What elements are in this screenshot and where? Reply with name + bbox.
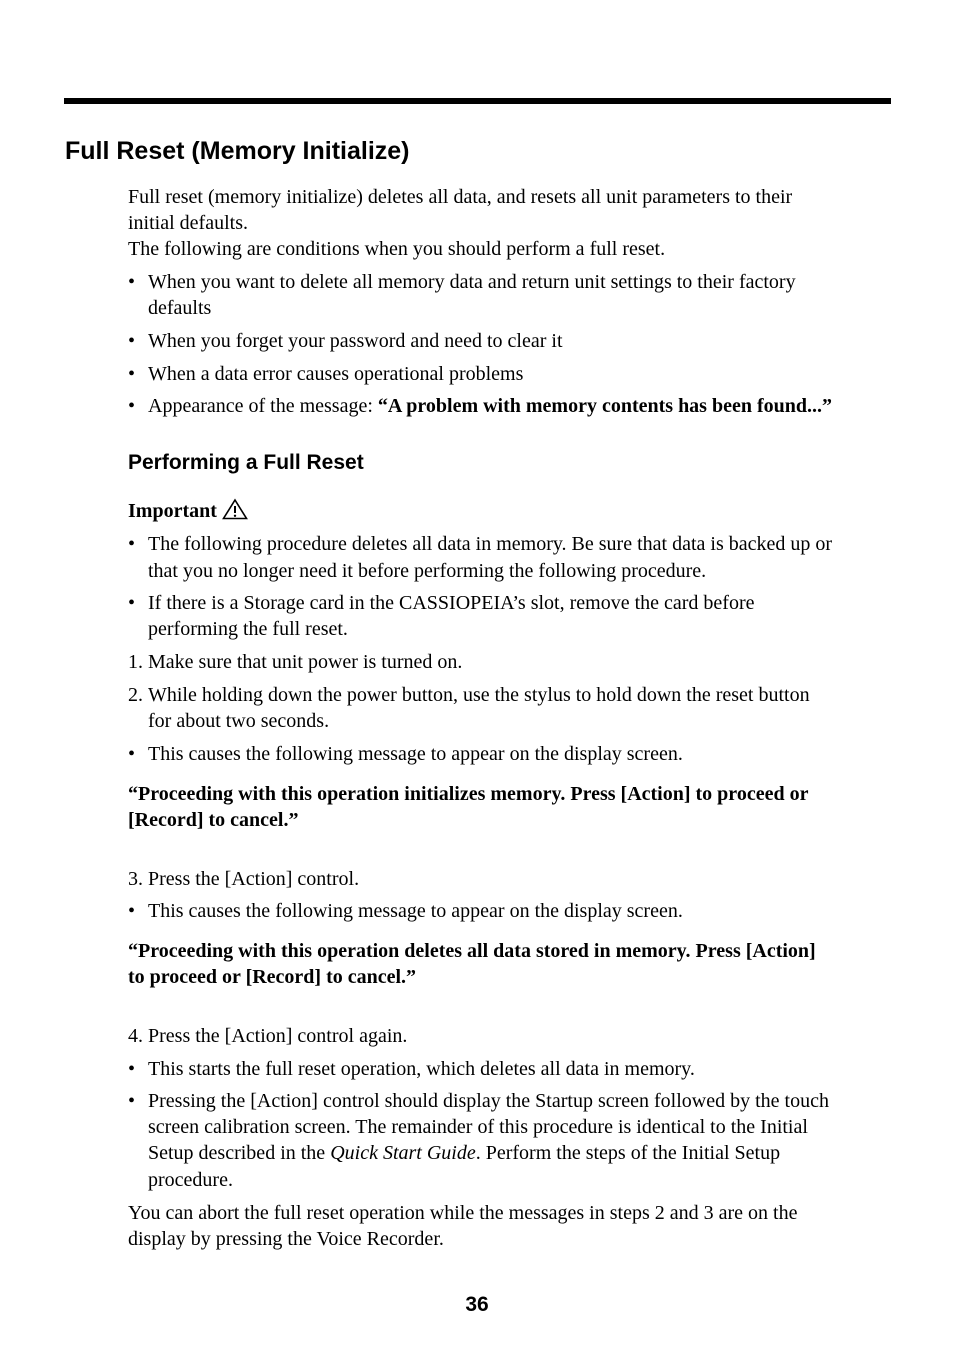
message-2-line-1: “Proceeding with this operation deletes all data stored in memory. Press [Action] <box>128 940 816 962</box>
intro-line-1: Full reset (memory initialize) deletes all data, and resets all unit parameters to their <box>128 186 793 208</box>
bullet-marker: • <box>128 363 136 385</box>
important-item-1-line-1: The following procedure deletes all data in memory. Be sure that data is backed up or <box>148 533 833 555</box>
subsection-title: Performing a Full Reset <box>128 451 364 474</box>
quick-start-guide-title: Quick Start Guide <box>330 1142 476 1164</box>
closing-line-1: You can abort the full reset operation while the messages in steps 2 and 3 are on the <box>128 1202 798 1224</box>
important-item-1-line-2: that you no longer need it before performing the following procedure. <box>148 560 707 582</box>
bullet-marker: • <box>128 1090 136 1112</box>
warning-triangle-icon <box>222 498 248 527</box>
bullet-marker: • <box>128 592 136 614</box>
condition-2: When you forget your password and need to clear it <box>148 330 563 352</box>
condition-4-message: “A problem with memory contents has been found...” <box>377 395 832 417</box>
condition-1-line-1: When you want to delete all memory data and return unit settings to their factory <box>148 271 796 293</box>
step-4-note-2-line-1: Pressing the [Action] control should display the Startup screen followed by the touch <box>148 1090 829 1112</box>
intro-line-2: initial defaults. <box>128 212 248 234</box>
bullet-marker: • <box>128 1058 136 1080</box>
step-4-note-2-line-4: procedure. <box>148 1169 233 1191</box>
step-3-text: Press the [Action] control. <box>148 868 360 890</box>
top-rule <box>64 98 891 104</box>
step-3-number: 3. <box>128 868 143 890</box>
step-4-note-2-line-3 <box>148 1140 780 1166</box>
important-item-2-line-2: performing the full reset. <box>148 618 348 640</box>
step-2-line-1: While holding down the power button, use the stylus to hold down the reset button <box>148 684 810 706</box>
step-1-number: 1. <box>128 651 143 673</box>
condition-1-line-2: defaults <box>148 297 212 319</box>
bullet-marker: • <box>128 900 136 922</box>
message-2-line-2: to proceed or [Record] to cancel.” <box>128 966 417 988</box>
step-2-note: This causes the following message to appear on the display screen. <box>148 743 683 765</box>
step-4-note-2-line-2: screen calibration screen. The remainder of this procedure is identical to the Initial <box>148 1116 808 1138</box>
important-heading <box>128 498 248 527</box>
step-3-note: This causes the following message to appear on the display screen. <box>148 900 683 922</box>
step-2-line-2: for about two seconds. <box>148 710 330 732</box>
message-1-line-2: [Record] to cancel.” <box>128 809 299 831</box>
message-1-line-1: “Proceeding with this operation initializes memory. Press [Action] to proceed or <box>128 783 809 805</box>
condition-4 <box>148 393 832 419</box>
bullet-marker: • <box>128 271 136 293</box>
step-4-note-2-line-3-a: Setup described in the <box>148 1142 331 1164</box>
page-number: 36 <box>465 1293 489 1316</box>
step-4-note-1: This starts the full reset operation, which deletes all data in memory. <box>148 1058 695 1080</box>
important-label: Important <box>128 500 217 522</box>
condition-4-prefix: Appearance of the message: <box>148 395 378 417</box>
step-2-number: 2. <box>128 684 143 706</box>
step-4-text: Press the [Action] control again. <box>148 1025 408 1047</box>
section-title: Full Reset (Memory Initialize) <box>65 137 410 165</box>
bullet-marker: • <box>128 743 136 765</box>
bullet-marker: • <box>128 395 136 417</box>
step-4-note-2-line-3-b: . Perform the steps of the Initial Setup <box>475 1142 781 1164</box>
condition-3: When a data error causes operational problems <box>148 363 524 385</box>
bullet-marker: • <box>128 533 136 555</box>
important-item-2-line-1: If there is a Storage card in the CASSIOPEIA’s slot, remove the card before <box>148 592 755 614</box>
bullet-marker: • <box>128 330 136 352</box>
closing-line-2: display by pressing the Voice Recorder. <box>128 1228 444 1250</box>
step-1-text: Make sure that unit power is turned on. <box>148 651 463 673</box>
intro-line-3: The following are conditions when you should perform a full reset. <box>128 238 666 260</box>
step-4-number: 4. <box>128 1025 143 1047</box>
